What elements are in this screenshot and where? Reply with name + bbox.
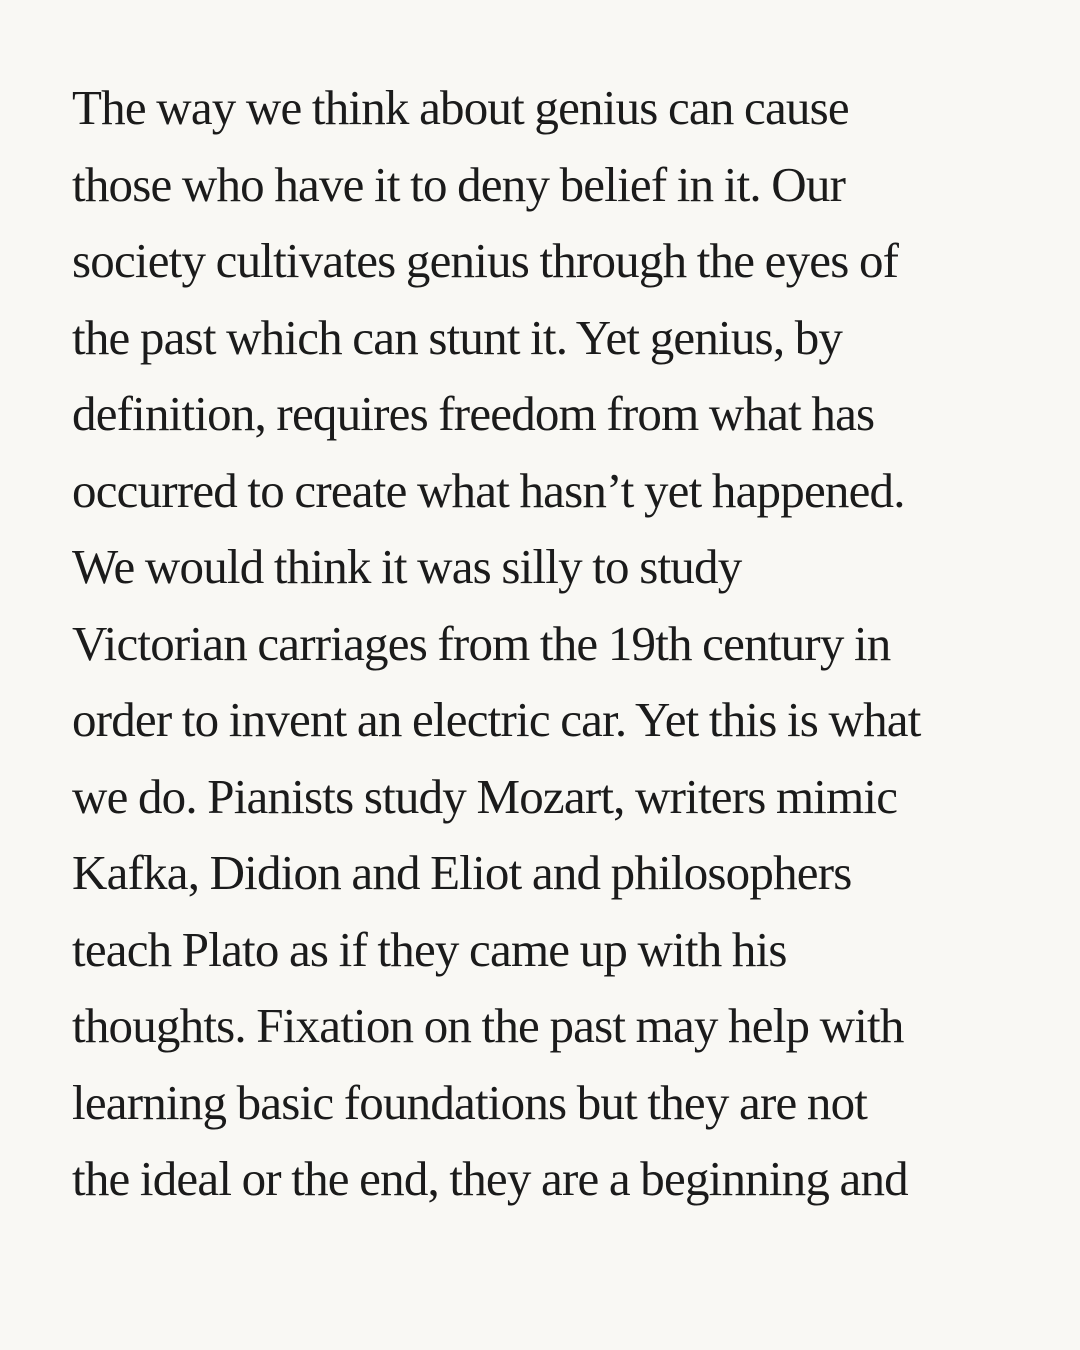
text-line: the ideal or the end, they are a beginning and <box>72 1151 908 1206</box>
text-line: thoughts. Fixation on the past may help with <box>72 998 904 1053</box>
text-line: occurred to create what hasn’t yet happened. <box>72 462 905 518</box>
text-line: society cultivates genius through the eyes of <box>72 233 899 288</box>
text-line: Kafka, Didion and Eliot and philosophers <box>72 845 852 900</box>
text-line: the past which can stunt it. Yet genius, by <box>72 309 843 365</box>
text-line: learning basic foundations but they are not <box>72 1074 868 1130</box>
body-text <box>72 70 1032 1218</box>
text-line: Victorian carriages from the 19th century in <box>72 615 891 671</box>
text-line: teach Plato as if they came up with his <box>72 921 787 977</box>
text-line: we do. Pianists study Mozart, writers mimic <box>72 768 898 824</box>
text-line: order to invent an electric car. Yet this is what <box>72 692 921 747</box>
text-line: The way we think about genius can cause <box>72 80 849 135</box>
text-line: definition, requires freedom from what has <box>72 386 875 441</box>
text-line: We would think it was silly to study <box>72 539 742 594</box>
text-line: those who have it to deny belief in it. Our <box>72 156 846 212</box>
